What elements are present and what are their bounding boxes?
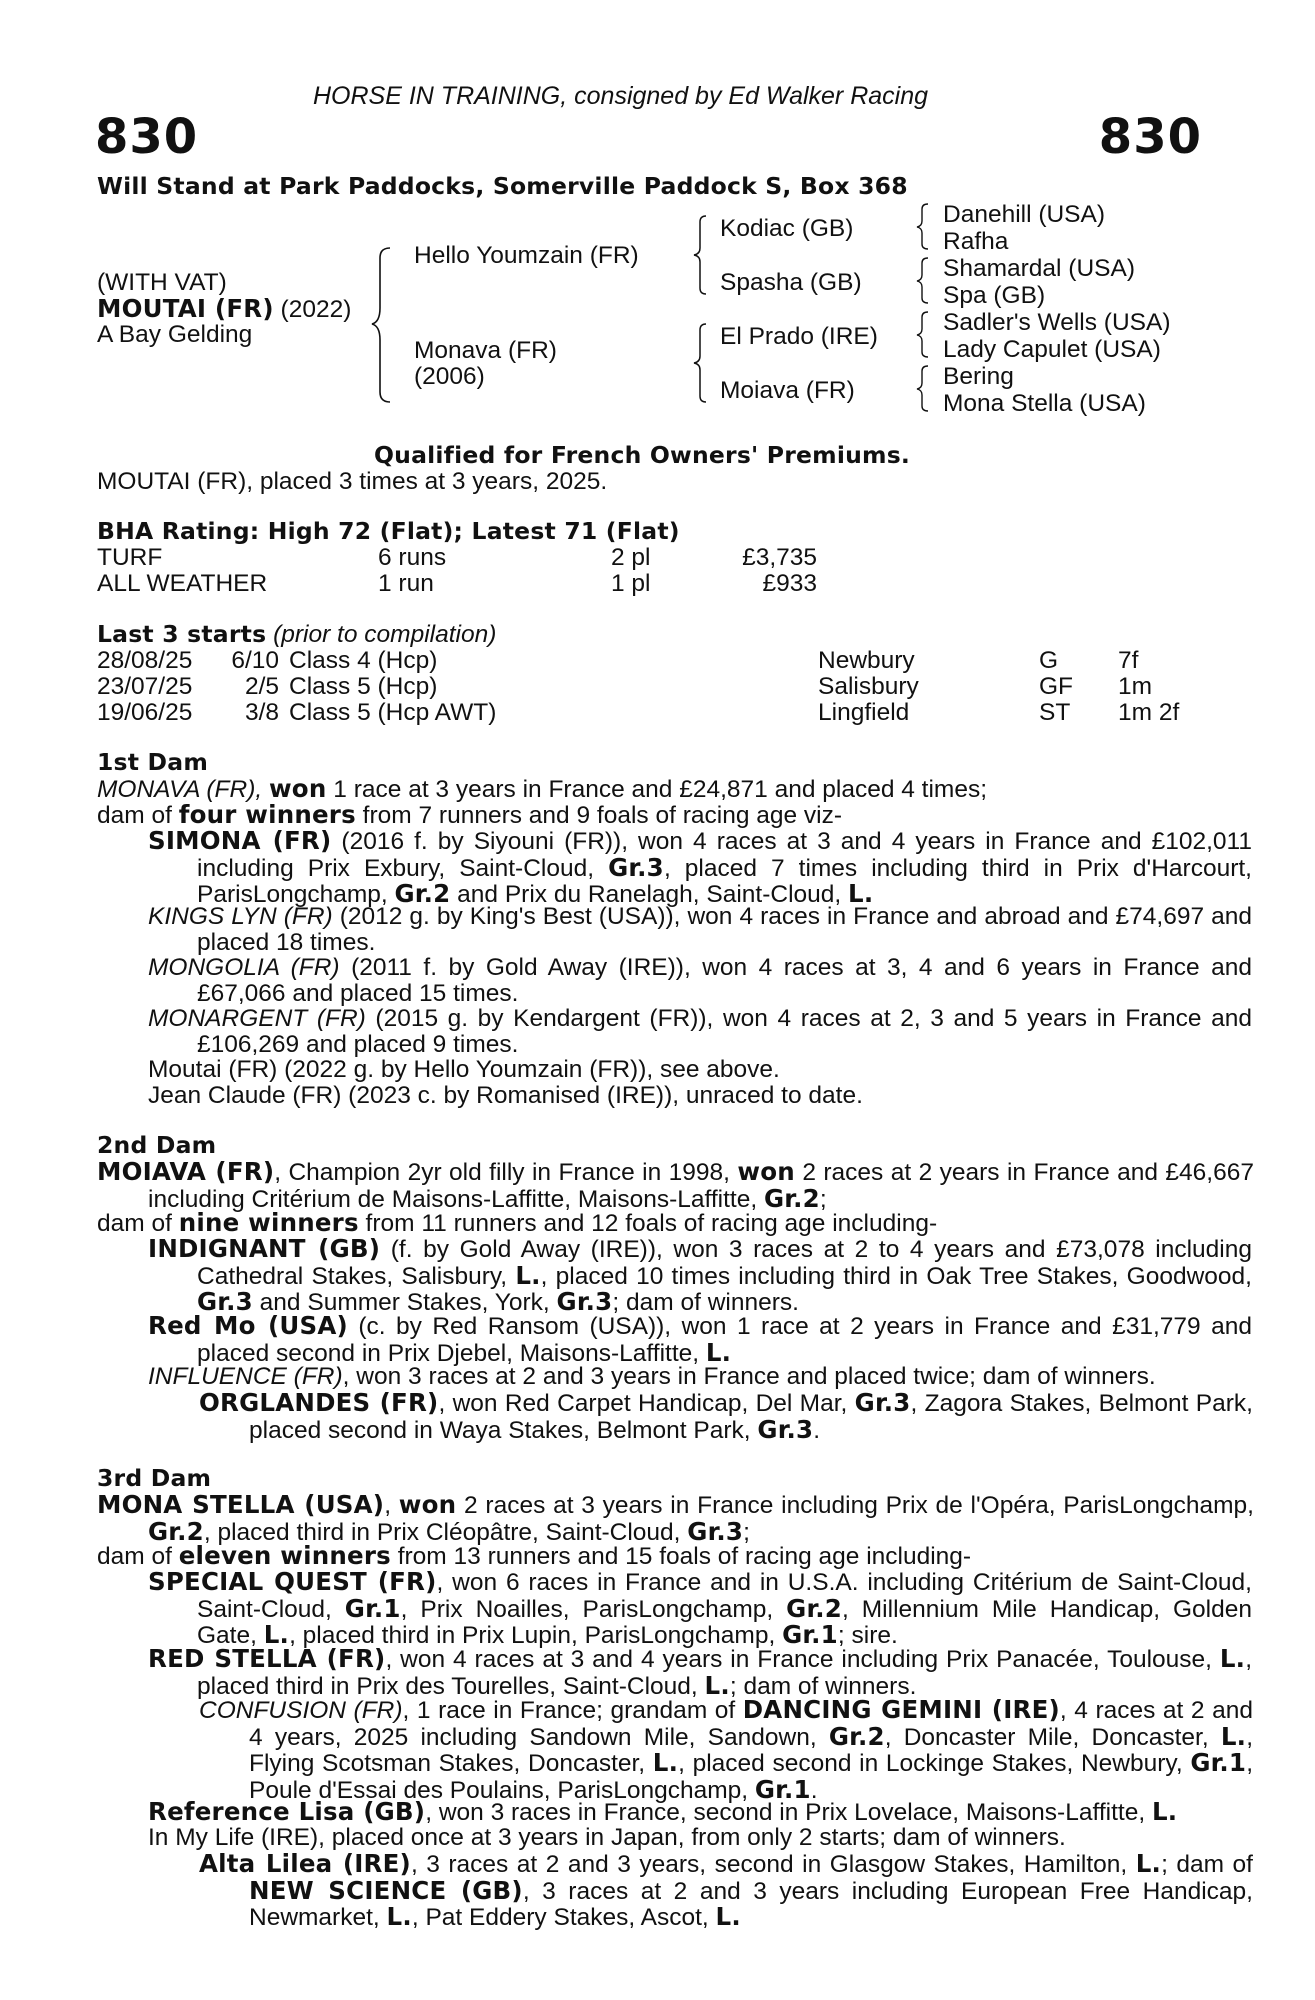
prize-money: £933: [762, 570, 817, 597]
text: (2015 g. by Kendargent (FR)), won 4 races at 2, 3 and 5 years in France and £106,269 and placed 9 times.: [197, 1005, 1252, 1058]
horse-name: CONFUSION (FR): [199, 1697, 403, 1724]
brace-g3: [912, 309, 934, 359]
last-starts-title: Last 3 starts: [97, 620, 267, 648]
race-distance: 1m: [1118, 673, 1153, 700]
race-distance: 1m 2f: [1118, 699, 1180, 726]
pedigree-g7: Bering: [943, 363, 1014, 390]
text: , Zagora Stakes, Belmont Park, placed second in Waya Stakes, Belmont Park,: [249, 1390, 1253, 1444]
race-going: ST: [1039, 699, 1071, 726]
horse-name: SPECIAL QUEST (FR): [148, 1567, 437, 1596]
winners-count: four winners: [178, 800, 356, 829]
pedigree-dam-dam: Moiava (FR): [720, 377, 855, 404]
last-starts-note: (prior to compilation): [273, 621, 497, 648]
second-dam-summary: [97, 1159, 1254, 1212]
race-class: Class 4 (Hcp): [289, 647, 438, 674]
text: , won 3 races in France, second in Prix Lovelace, Maisons-Laffitte,: [425, 1799, 1152, 1826]
grade: Gr.1: [782, 1620, 838, 1649]
grade: Gr.1: [1190, 1748, 1247, 1777]
produce-entry-confusion: [199, 1697, 1253, 1803]
pedigree-sire: Hello Youmzain (FR): [414, 242, 639, 269]
produce-entry-moutai: Moutai (FR) (2022 g. by Hello Youmzain (FR)), see above.: [148, 1056, 780, 1083]
text: , 3 races at 2 and 3 years including European Free Handicap, Newmarket,: [249, 1877, 1253, 1931]
text: , placed third in Prix Cléopâtre, Saint-Cloud,: [203, 1518, 688, 1546]
text: , placed 10 times including third in Oak Tree Stakes, Goodwood,: [540, 1262, 1252, 1290]
pedigree-g4: Spa (GB): [943, 282, 1046, 309]
consignor-line: HORSE IN TRAINING, consigned by Ed Walker Racing: [313, 82, 929, 110]
listed: L.: [386, 1902, 412, 1931]
grade: Gr.2: [763, 1183, 820, 1213]
pedigree-brace-sire: [690, 214, 712, 296]
horse-name: MOUTAI (FR): [97, 294, 274, 323]
listed: L.: [1135, 1849, 1162, 1878]
pedigree-dam-sire: El Prado (IRE): [720, 323, 878, 350]
first-dam-heading: 1st Dam: [97, 748, 209, 776]
text: , Pat Eddery Stakes, Ascot,: [411, 1904, 716, 1931]
horse-name: INDIGNANT (GB): [148, 1234, 381, 1263]
dam-record: 1 race at 3 years in France and £24,871 and placed 4 times;: [326, 776, 988, 803]
grade: Gr.1: [344, 1593, 401, 1623]
text: dam of: [97, 802, 179, 829]
listed: L.: [1219, 1644, 1246, 1673]
race-going: G: [1039, 647, 1059, 674]
text: (f. by Gold Away (IRE)), won 3 races at 2 to 4 years and £73,078 including Cathedral Stakes, Salisbury,: [197, 1236, 1252, 1290]
vat-label: (WITH VAT): [97, 269, 227, 296]
horse-name: SIMONA (FR): [148, 826, 332, 855]
grade: Gr.1: [754, 1774, 811, 1804]
pedigree-dam: Monava (FR): [414, 337, 557, 364]
placings: 2 pl: [611, 544, 651, 571]
grade: Gr.3: [608, 852, 664, 882]
text: , placed third in Prix des Tourelles, Saint-Cloud,: [197, 1646, 1252, 1700]
horse-name: Alta Lilea (IRE): [199, 1849, 411, 1878]
dam-name: MONA STELLA (USA): [97, 1490, 385, 1519]
text: , Prix Noailles, ParisLongchamp,: [400, 1595, 787, 1623]
listed: L.: [1151, 1797, 1178, 1826]
grade: Gr.3: [757, 1414, 814, 1444]
surface: TURF: [97, 544, 163, 571]
text: from 11 runners and 12 foals of racing age including-: [358, 1210, 938, 1237]
produce-entry-special-quest: [148, 1569, 1252, 1649]
placed-summary: MOUTAI (FR), placed 3 times at 3 years, 2025.: [97, 468, 608, 495]
text: , placed second in Lockinge Stakes, Newbury,: [678, 1750, 1191, 1777]
rating-row-turf: [97, 545, 817, 571]
black-type-horse: NEW SCIENCE (GB): [249, 1875, 523, 1905]
dam-name: MONAVA (FR),: [97, 776, 269, 803]
race-course: Lingfield: [818, 699, 910, 726]
race-course: Salisbury: [818, 673, 919, 700]
text: ; dam of winners.: [612, 1289, 799, 1316]
text: , 4 races at 2 and 4 years, 2025 including Sandown Mile, Sandown,: [249, 1697, 1253, 1751]
text: , Flying Scotsman Stakes, Doncaster,: [249, 1723, 1253, 1777]
grade: Gr.3: [197, 1287, 253, 1316]
stabling-line: Will Stand at Park Paddocks, Somerville Paddock S, Box 368: [97, 172, 908, 200]
produce-entry-orglandes: [199, 1390, 1253, 1443]
race-date: 28/08/25: [97, 647, 193, 674]
horse-description: A Bay Gelding: [97, 321, 253, 348]
text: (c. by Red Ransom (USA)), won 1 race at 2 years in France and £31,779 and placed second in Prix Djebel, Maisons-Laffitte,: [197, 1313, 1252, 1367]
horse-name: MONGOLIA (FR): [148, 954, 340, 981]
won-label: won: [398, 1490, 457, 1519]
brace-g4: [912, 363, 934, 413]
pedigree-g6: Lady Capulet (USA): [943, 336, 1161, 363]
race-distance: 7f: [1118, 647, 1139, 674]
horse-name: KINGS LYN (FR): [148, 903, 333, 930]
produce-entry-red-mo: [148, 1313, 1252, 1366]
placings: 1 pl: [611, 570, 651, 597]
text: from 13 runners and 15 foals of racing age including-: [390, 1543, 972, 1570]
horse-title: [97, 296, 351, 323]
last-start-row: [97, 648, 1197, 674]
runs: 1 run: [378, 570, 434, 597]
black-type-horse: DANCING GEMINI (IRE): [742, 1695, 1060, 1724]
winners-count: nine winners: [178, 1208, 359, 1237]
first-dam-summary: [97, 776, 1207, 803]
listed: L.: [515, 1260, 541, 1290]
horse-name: Reference Lisa (GB): [148, 1797, 426, 1826]
race-position: 2/5: [244, 673, 279, 700]
text: ; dam of winners.: [729, 1672, 917, 1700]
produce-entry-in-my-life: In My Life (IRE), placed once at 3 years in Japan, from only 2 starts; dam of winners.: [148, 1824, 1066, 1851]
text: , Millennium Mile Handicap, Golden Gate,: [197, 1595, 1252, 1649]
grade: Gr.2: [148, 1516, 204, 1546]
pedigree-dam-year: (2006): [414, 363, 485, 390]
horse-year: (2022): [280, 296, 352, 323]
produce-entry-indignant: [148, 1236, 1252, 1316]
listed: L.: [715, 1902, 741, 1931]
race-class: Class 5 (Hcp): [289, 673, 438, 700]
pedigree-g8: Mona Stella (USA): [943, 390, 1146, 417]
text: ; sire.: [837, 1622, 898, 1649]
grade: Gr.3: [556, 1287, 613, 1316]
grade: Gr.2: [394, 879, 451, 908]
produce-entry-kings-lyn: [148, 904, 1252, 955]
produce-entry-alta-lilea: [199, 1851, 1253, 1931]
first-dam-produce: [97, 802, 1207, 829]
race-position: 3/8: [244, 699, 279, 726]
dam-name: MOIAVA (FR): [97, 1157, 275, 1186]
pedigree-brace-dam: [690, 322, 712, 404]
text: .: [810, 1776, 818, 1804]
produce-entry-simona: [148, 828, 1252, 908]
text: ;: [819, 1185, 827, 1213]
race-date: 19/06/25: [97, 699, 193, 726]
text: and Summer Stakes, York,: [252, 1289, 557, 1316]
text: dam of: [97, 1210, 179, 1237]
horse-name: Red Mo (USA): [148, 1311, 348, 1340]
third-dam-heading: 3rd Dam: [97, 1464, 212, 1492]
won-label: won: [737, 1157, 795, 1186]
text: 2 races at 2 years in France and £46,667 including Critérium de Maisons-Laffitte, Maisons-Laffitte,: [148, 1159, 1254, 1213]
race-date: 23/07/25: [97, 673, 193, 700]
listed: L.: [705, 1337, 732, 1367]
text: , Champion 2yr old filly in France in 1998,: [274, 1159, 738, 1186]
horse-name: INFLUENCE (FR): [148, 1363, 343, 1390]
pedigree-g1: Danehill (USA): [943, 201, 1106, 228]
race-course: Newbury: [818, 647, 915, 674]
rating-row-all-weather: [97, 571, 817, 597]
grade: Gr.2: [786, 1593, 842, 1623]
grade: Gr.3: [687, 1516, 744, 1546]
text: , 3 races at 2 and 3 years, second in Glasgow Stakes, Hamilton,: [410, 1851, 1136, 1878]
premiums-note: Qualified for French Owners' Premiums.: [374, 441, 911, 469]
text: , won 3 races at 2 and 3 years in France and placed twice; dam of winners.: [342, 1363, 1156, 1390]
listed: L.: [263, 1620, 290, 1649]
text: ,: [384, 1492, 399, 1519]
second-dam-heading: 2nd Dam: [97, 1131, 217, 1159]
text: (2012 g. by King's Best (USA)), won 4 races in France and abroad and £74,697 and placed 18 times.: [197, 903, 1252, 956]
produce-entry-red-stella: [148, 1646, 1252, 1699]
text: ; dam of: [1161, 1851, 1253, 1878]
text: , Doncaster Mile, Doncaster,: [884, 1723, 1221, 1751]
third-dam-summary: [97, 1492, 1254, 1545]
grade: Gr.2: [828, 1721, 885, 1751]
race-going: GF: [1039, 673, 1074, 700]
text: from 7 runners and 9 foals of racing age viz-: [355, 802, 843, 829]
third-dam-produce: [97, 1543, 971, 1570]
text: , won 4 races at 3 and 4 years in France including Prix Panacée, Toulouse,: [385, 1646, 1220, 1673]
horse-name: MONARGENT (FR): [148, 1005, 366, 1032]
surface: ALL WEATHER: [97, 570, 268, 597]
text: , placed 7 times including third in Prix d'Harcourt, ParisLongchamp,: [197, 854, 1252, 908]
pedigree-g2: Rafha: [943, 228, 1009, 255]
text: , placed third in Prix Lupin, ParisLongchamp,: [289, 1622, 783, 1649]
text: (2016 f. by Siyouni (FR)), won 4 races at 3 and 4 years in France and £102,011 including Prix Exbury, Saint-Cloud,: [197, 828, 1252, 882]
pedigree-sire-sire: Kodiac (GB): [720, 215, 854, 242]
last-start-row: [97, 700, 1197, 726]
horse-name: ORGLANDES (FR): [199, 1388, 439, 1417]
prize-money: £3,735: [742, 544, 817, 571]
horse-name: RED STELLA (FR): [148, 1644, 386, 1673]
listed: L.: [652, 1748, 679, 1777]
text: 2 races at 3 years in France including Prix de l'Opéra, ParisLongchamp,: [456, 1492, 1254, 1519]
text: , won 6 races in France and in U.S.A. including Critérium de Saint-Cloud, Saint-Cloud,: [197, 1569, 1252, 1623]
pedigree-g5: Sadler's Wells (USA): [943, 309, 1171, 336]
pedigree-brace-main: [368, 246, 398, 406]
won-label: won: [268, 774, 327, 803]
grade: Gr.3: [854, 1388, 911, 1417]
brace-g2: [912, 255, 934, 305]
race-class: Class 5 (Hcp AWT): [289, 699, 497, 726]
listed: L.: [1220, 1721, 1247, 1751]
text: .: [813, 1416, 821, 1444]
bha-rating: BHA Rating: High 72 (Flat); Latest 71 (Flat): [97, 517, 680, 545]
text: (2011 f. by Gold Away (IRE)), won 4 races at 3, 4 and 6 years in France and £67,066 and placed 15 times.: [197, 954, 1252, 1007]
produce-entry-reference-lisa: [148, 1799, 1177, 1826]
brace-g1: [912, 201, 934, 251]
text: dam of: [97, 1543, 179, 1570]
last-start-row: [97, 674, 1197, 700]
runs: 6 runs: [378, 544, 447, 571]
pedigree-sire-dam: Spasha (GB): [720, 269, 862, 296]
lot-number-right: 830: [1098, 109, 1202, 165]
text: , won Red Carpet Handicap, Del Mar,: [438, 1390, 855, 1417]
text: , Poule d'Essai des Poulains, ParisLongchamp,: [249, 1750, 1253, 1804]
listed: L.: [848, 879, 874, 908]
pedigree-g3: Shamardal (USA): [943, 255, 1135, 282]
produce-entry-jean-claude: Jean Claude (FR) (2023 c. by Romanised (IRE)), unraced to date.: [148, 1082, 863, 1109]
second-dam-produce: [97, 1210, 937, 1237]
race-position: 6/10: [231, 647, 279, 674]
last-starts-heading: [97, 622, 496, 648]
produce-entry-monargent: [148, 1006, 1252, 1057]
winners-count: eleven winners: [178, 1541, 391, 1570]
text: and Prix du Ranelagh, Saint-Cloud,: [450, 881, 849, 908]
produce-entry-influence: [148, 1364, 1156, 1390]
lot-number-left: 830: [95, 109, 199, 165]
text: , 1 race in France; grandam of: [402, 1697, 743, 1724]
listed: L.: [704, 1670, 730, 1700]
text: ;: [743, 1518, 750, 1546]
produce-entry-mongolia: [148, 955, 1252, 1006]
